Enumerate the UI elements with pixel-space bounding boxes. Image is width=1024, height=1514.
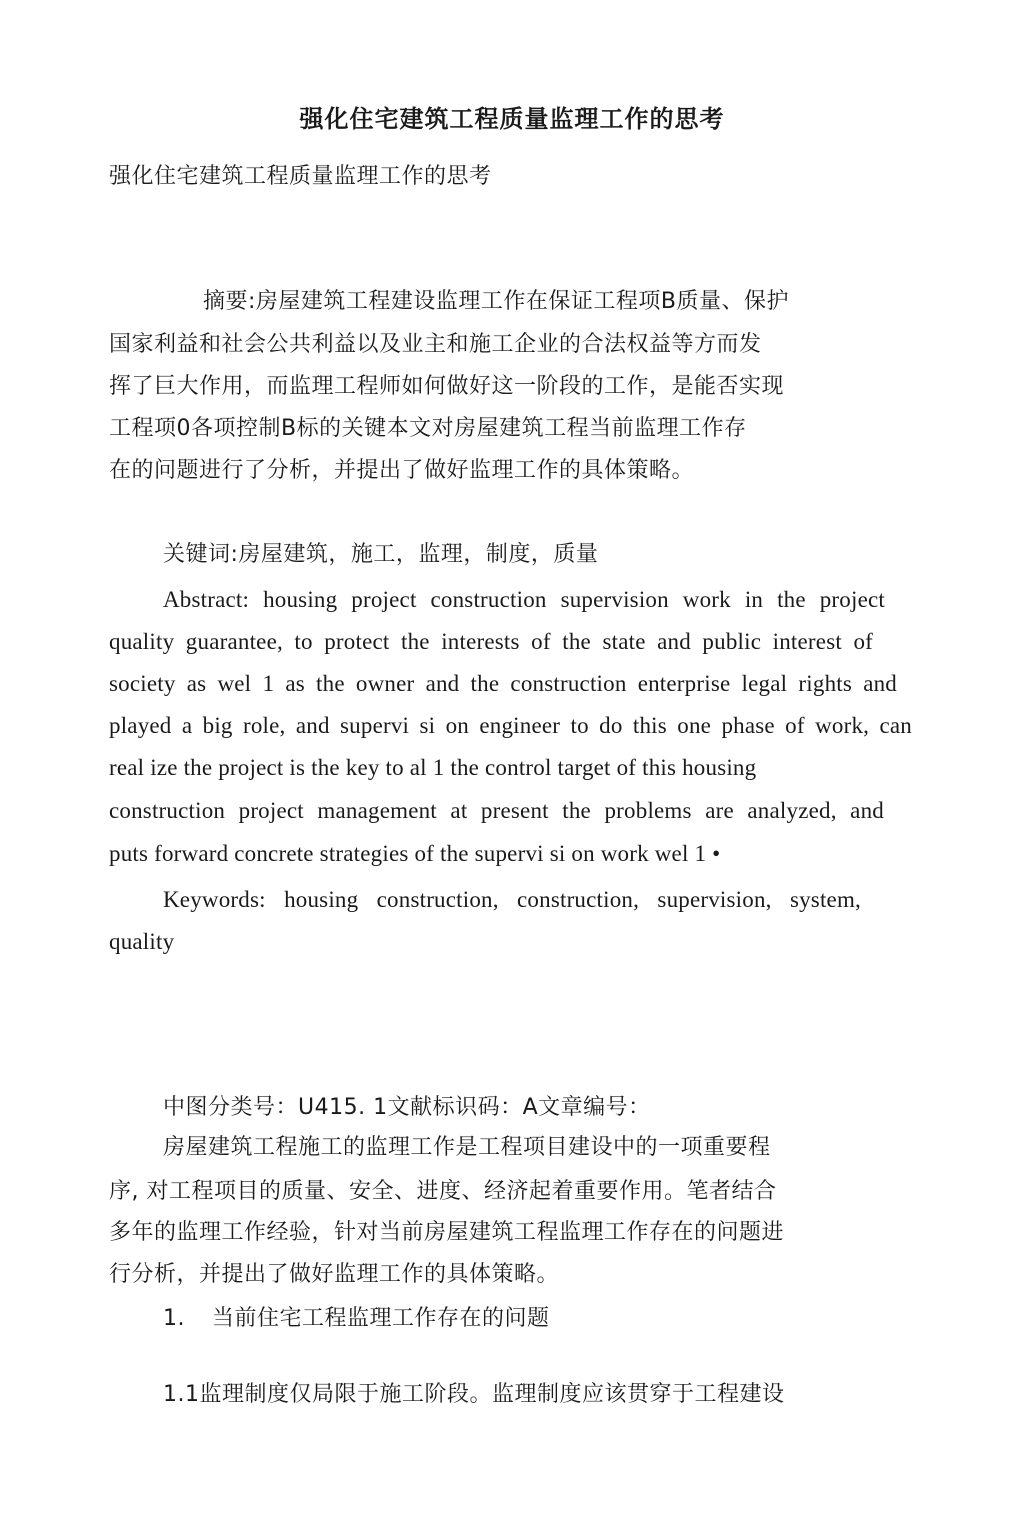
abstract-en-line: quality guarantee, to protect the interests of the state and public interest of bbox=[109, 629, 873, 654]
abstract-cn-line: 国家利益和社会公共利益以及业主和施工企业的合法权益等方而发 bbox=[109, 332, 762, 357]
intro-line: 多年的监理工作经验，针对当前房屋建筑工程监理工作存在的问题进 bbox=[109, 1220, 785, 1245]
classification-line: 中图分类号：U415. 1文献标识码：A文章编号： bbox=[163, 1095, 651, 1120]
abstract-cn-line: 挥了巨大作用，而监理工程师如何做好这一阶段的工作，是能否实现 bbox=[109, 374, 785, 399]
keywords-en-line: quality bbox=[109, 929, 175, 954]
document-subtitle: 强化住宅建筑工程质量监理工作的思考 bbox=[109, 164, 492, 189]
document-title: 强化住宅建筑工程质量监理工作的思考 bbox=[299, 105, 725, 133]
intro-line: 序, 对工程项目的质量、安全、进度、经济起着重要作用。笔者结合 bbox=[109, 1179, 777, 1204]
abstract-en-line: construction project management at present the problems are analyzed, and bbox=[109, 798, 884, 823]
abstract-en-line: real ize the project is the key to al 1 the control target of this housing bbox=[109, 755, 757, 780]
abstract-cn-line: 摘要:房屋建筑工程建设监理工作在保证工程项B质量、保护 bbox=[203, 289, 790, 314]
abstract-en-line: Abstract: housing project construction supervision work in the project bbox=[163, 587, 885, 612]
abstract-cn-line: 在的问题进行了分析，并提出了做好监理工作的具体策略。 bbox=[109, 458, 695, 483]
keywords-en-line: Keywords: housing construction, construction, supervision, system, bbox=[163, 887, 861, 912]
abstract-cn-line: 工程项0各项控制B标的关键本文对房屋建筑工程当前监理工作存 bbox=[109, 416, 747, 441]
section-title: 当前住宅工程监理工作存在的问题 bbox=[212, 1306, 550, 1331]
subsection-1-1: 1.1监理制度仅局限于施工阶段。监理制度应该贯穿于工程建设 bbox=[163, 1382, 785, 1407]
abstract-en-line: played a big role, and supervi si on engineer to do this one phase of work, can bbox=[109, 713, 912, 738]
abstract-en-line: puts forward concrete strategies of the supervi si on work wel 1 • bbox=[109, 841, 721, 866]
intro-line: 房屋建筑工程施工的监理工作是工程项目建设中的一项重要程 bbox=[163, 1135, 771, 1160]
keywords-cn: 关键词:房屋建筑，施工，监理，制度，质量 bbox=[163, 542, 599, 567]
abstract-en-line: society as wel 1 as the owner and the construction enterprise legal rights and bbox=[109, 671, 897, 696]
section-number: 1. bbox=[163, 1306, 185, 1331]
intro-line: 行分析，并提出了做好监理工作的具体策略。 bbox=[109, 1262, 560, 1287]
